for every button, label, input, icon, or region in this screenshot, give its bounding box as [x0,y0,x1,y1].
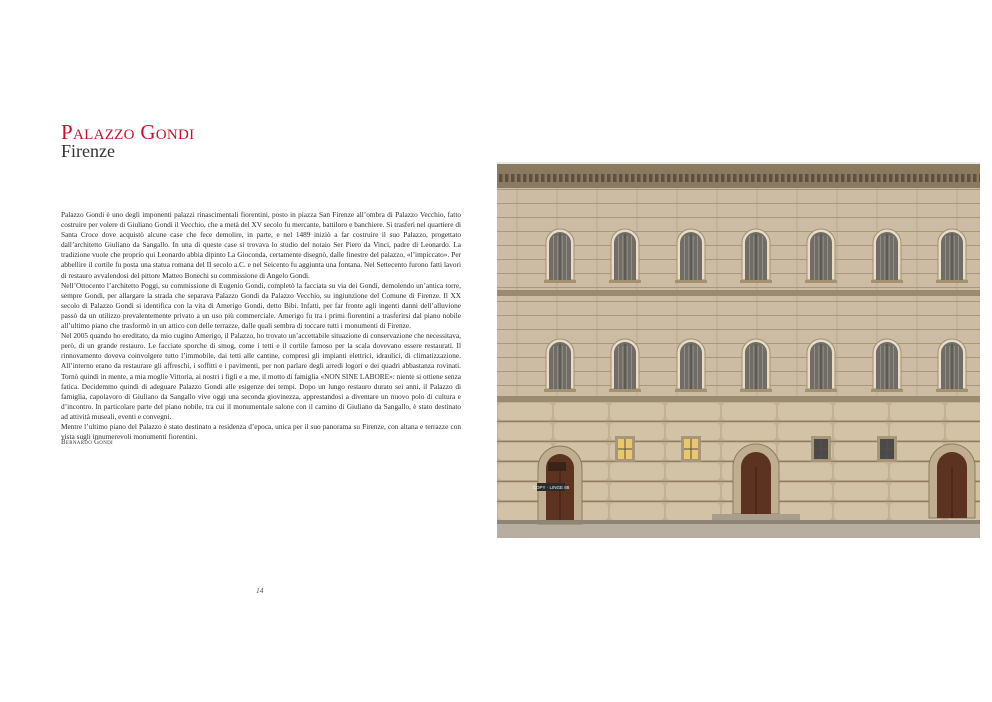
arched-window [871,339,903,392]
cornice-dentil [973,174,977,182]
shop-transom [548,462,566,471]
cornice-dentil [601,174,605,182]
cornice-dentil [553,174,557,182]
cornice-dentil [511,174,515,182]
cornice-dentil [757,174,761,182]
arched-window [609,339,641,392]
arched-window [936,229,968,283]
cornice-dentil [853,174,857,182]
paragraph: Palazzo Gondi è uno degli imponenti palazzi rinascimentali fiorentini, posto in piazza San Firenze all’ombra di Palazzo Vecchio, fatto costruire per volere di Giuliano Gondi il Vecchio, che a metà del XV secolo fu mercante, battiloro e banchiere. Si trasferì nel quartiere di Santa Croce dove acquistò alcune case che fece demolire, in parte, e nel 1489 iniziò a far costruire il suo Palazzo, progettato dall’architetto Giuliano da Sangallo. In una di queste case si trovava lo studio del notaio Ser Piero da Vinci, padre di Leonardo. La tradizione vuole che proprio qui Leonardo abbia dipinto La Gioconda, certamente disegnò, dalle finestre del palazzo, «l’impiccato». Per abbellire il cortile fu posta una statua romana del II secolo a.C. e nel Seicento fu aggiunta una fontana. Nel Settecento furono fatti lavori di restauro avvalendosi del pittore Matteo Bonechi su commissione di Angelo Gondi. [61,210,461,280]
arched-window [740,229,772,283]
cornice-dentil [667,174,671,182]
paragraph: Nel 2005 quando ho ereditato, da mio cugino Amerigo, il Palazzo, ho trovato un’accettabile situazione di conservazione che necessitava, però, di un grande restauro. Le facciate sporche di smog, come i tetti e il cortile famoso per la scala dovevano essere restaurati. Il rinnovamento doveva coinvolgere tutto l’immobile, dai tetti alle cantine, compresi gli impianti elettrici, idraulici, di climatizzazione. All’interno erano da restaurare gli affreschi, i soffitti e i pavimenti, per non parlare degli arredi logori e dei quadri abbastanza rovinati. Tornò quindi in mente, a mia moglie Vittoria, ai nostri i figli e a me, il motto di famiglia «NON SINE LABORE»: niente si ottiene senza fatica. Decidemmo quindi di adeguare Palazzo Gondi alle esigenze dei tempi. Dopo un lungo restauro durato sei anni, il Palazzo di famiglia, capolavoro di Giuliano da Sangallo vive oggi una seconda giovinezza, apprestandosi a diventare un nuovo polo di cultura e d’incontro. In particolare parte del piano nobile, tra cui il monumentale salone con il camino di Giuliano da Sangallo, è stato destinato ad attività museali, eventi e convegni. [61,331,461,421]
arched-window [609,229,641,283]
cornice-dentil [673,174,677,182]
cornice-dentil [769,174,773,182]
cornice-dentil [949,174,953,182]
cornice-dentil [679,174,683,182]
cornice-dentil [559,174,563,182]
cornice-dentil [763,174,767,182]
cornice-dentil [889,174,893,182]
square-window [877,436,897,462]
main-door [733,444,779,514]
cornice-dentil [961,174,965,182]
cornice-dentil [571,174,575,182]
square-window [615,436,635,462]
cornice-dentil [583,174,587,182]
cornice-dentil [781,174,785,182]
cornice-dentil [709,174,713,182]
cornice-dentil [901,174,905,182]
cornice-dentil [829,174,833,182]
cornice-dentil [505,174,509,182]
cornice-dentil [529,174,533,182]
cornice-dentil [895,174,899,182]
arched-window [740,339,772,392]
arched-window [544,339,576,392]
article-body [61,210,461,442]
article-subtitle: Firenze [61,141,115,161]
arched-window [805,229,837,283]
cornice-dentil [589,174,593,182]
cornice-dentil [517,174,521,182]
cornice-dentil [739,174,743,182]
bench-ledge [497,520,980,524]
cornice-dentil [955,174,959,182]
cornice-dentil [805,174,809,182]
cornice-dentil [685,174,689,182]
square-window [811,436,831,462]
cornice-dentil [799,174,803,182]
cornice-dentil [913,174,917,182]
cornice-dentil [607,174,611,182]
cornice-dentil [733,174,737,182]
cornice-dentil [817,174,821,182]
cornice-dentil [775,174,779,182]
arched-window [871,229,903,283]
cornice-dentil [841,174,845,182]
cornice-dentil [925,174,929,182]
cornice-dentil [811,174,815,182]
page-number: 14 [256,586,264,595]
cornice-dentil [547,174,551,182]
cornice-dentil [703,174,707,182]
cornice-dentil [577,174,581,182]
cornice-dentil [655,174,659,182]
cornice-dentil [859,174,863,182]
cornice-dentil [919,174,923,182]
square-window [681,436,701,462]
cornice-dentil [661,174,665,182]
cornice-dentil [637,174,641,182]
article-title: Palazzo Gondi [61,120,195,144]
cornice-dentil [883,174,887,182]
cornice-dentil [727,174,731,182]
cornice-dentil [871,174,875,182]
arched-window [675,229,707,283]
author-signature: Bernardo Gondi [61,439,114,446]
cornice-dentil [865,174,869,182]
cornice-dentil [535,174,539,182]
arched-window [936,339,968,392]
palazzo-facade-photo [497,162,980,538]
cornice-dentil [613,174,617,182]
cornice-dentil [565,174,569,182]
string-course-2 [497,396,980,402]
cornice-dentils [499,174,980,182]
cornice-dentil [793,174,797,182]
cornice-dentil [697,174,701,182]
cornice-dentil [877,174,881,182]
cornice-dentil [691,174,695,182]
paragraph: Nell’Ottocento l’architetto Poggi, su commissione di Eugenio Gondi, completò la facciata su via dei Gondi, demolendo un’antica torre, sempre Gondi, per allargare la strada che separava Palazzo Gondi da Palazzo Vecchio, su ingiunzione del Comune di Firenze. Il XX secolo di Palazzo Gondi si identifica con la vita di Amerigo Gondi, detto Bibi. Infatti, per far fronte agli ingenti danni dell’alluvione passò da un utilizzo prevalentemente privato a un uso più commerciale. Amerigo fu tra i primi fiorentini a trasferirsi dal piano nobile all’ultimo piano che trasformò in un attico con delle terrazze, dalle quali sembra di toccare tutti i monumenti di Firenze. [61,280,461,331]
arched-window [675,339,707,392]
cornice-dentil [631,174,635,182]
cornice-dentil [943,174,947,182]
cornice-dentil [979,174,980,182]
cornice-dentil [907,174,911,182]
side-door [929,444,975,518]
cornice-dentil [715,174,719,182]
cornice-dentil [721,174,725,182]
cornice-dentil [931,174,935,182]
cornice-dentil [751,174,755,182]
cornice-dentil [499,174,503,182]
cornice-dentil [625,174,629,182]
arched-window [805,339,837,392]
cornice-dentil [787,174,791,182]
cornice-dentil [541,174,545,182]
cornice-dentil [595,174,599,182]
string-course-1 [497,290,980,296]
paragraph: Mentre l’ultimo piano del Palazzo è stato destinato a residenza d’epoca, unica per il suo panorama su Firenze, con altana e terrazze con vista sugli innumerevoli monumenti fiorentini. [61,421,461,442]
cornice-dentil [619,174,623,182]
cornice-dentil [847,174,851,182]
arched-window [544,229,576,283]
cornice-dentil [643,174,647,182]
cornice-dentil [523,174,527,182]
shop-sign: COPY · LINGE 88 [532,485,570,490]
cornice-dentil [967,174,971,182]
cornice-dentil [649,174,653,182]
cornice-dentil [937,174,941,182]
cornice-dentil [823,174,827,182]
cornice-dentil [835,174,839,182]
cornice-dentil [745,174,749,182]
